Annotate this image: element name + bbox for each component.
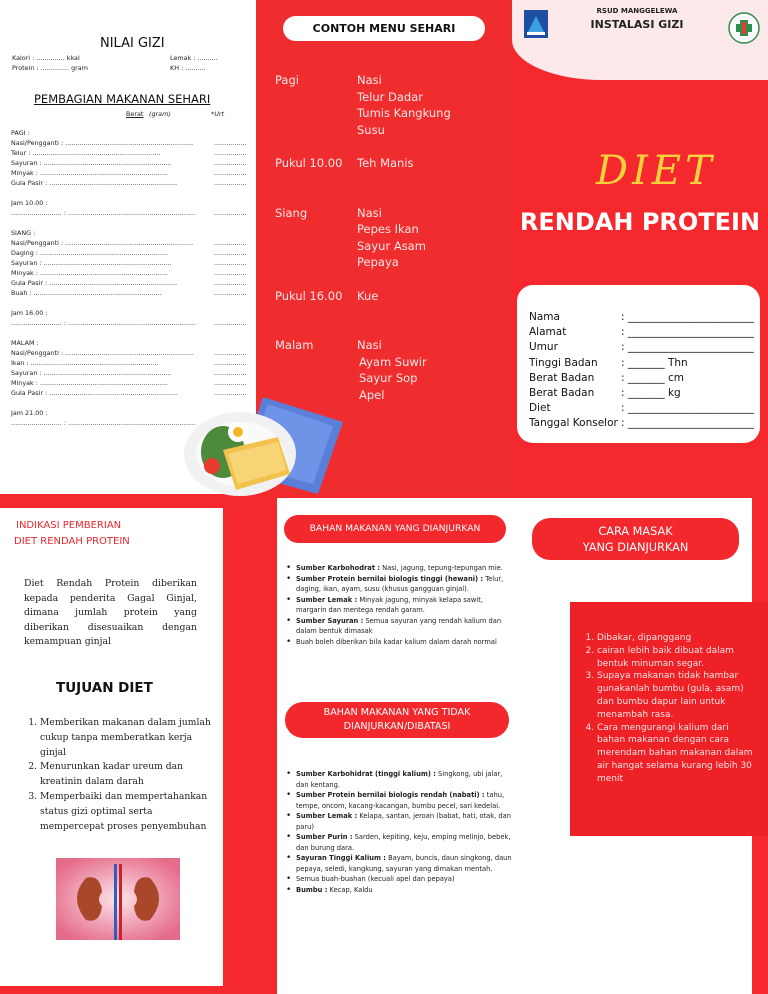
menu-item: Nasi — [357, 73, 382, 87]
pembagian-line — [11, 188, 201, 198]
pembagian-line: Nasi/Pengganti : ............................................................... — [11, 349, 194, 357]
unit-name: INSTALASI GIZI — [590, 18, 684, 31]
tidak-item-text: Semua buah-buahan (kecuali apel dan pepaya) — [296, 875, 455, 883]
patient-value: : _______ cm — [621, 371, 684, 384]
pembagian-line: PAGI : — [11, 129, 30, 137]
menu-item: Pepaya — [357, 255, 399, 269]
menu-items — [357, 337, 427, 403]
tidak-item — [286, 769, 514, 790]
tidak-item — [286, 885, 514, 896]
menu-item: Apel — [359, 387, 385, 402]
cara-item: 3. Supaya makanan tidak hambar gunakanlah bumbu (gula, asam) dan bumbu dapur lain untuk menambah rasa. — [597, 670, 759, 721]
patient-row — [529, 401, 759, 416]
menu-item: Sayur Sop — [359, 371, 418, 385]
indikasi-title-1: INDIKASI PEMBERIAN — [16, 520, 122, 531]
pembagian-line: Jam 10.00 : — [11, 199, 48, 207]
menu-row — [275, 155, 505, 172]
berat-header: Berat — [126, 110, 144, 118]
patient-label: Diet — [529, 402, 551, 415]
menu-item: Kue — [357, 288, 379, 303]
pembagian-line: Gula Pasir : ............................................................... — [11, 179, 178, 187]
urt-line: ................ — [214, 349, 247, 357]
tidak-list — [286, 769, 514, 895]
menu-items — [357, 155, 414, 172]
menu-row — [275, 337, 505, 403]
pembagian-line — [11, 298, 201, 308]
cara-title-1: CARA MASAK — [598, 525, 673, 538]
pembagian-line — [11, 328, 201, 338]
urt-line — [214, 218, 254, 228]
tidak-item-bold: Sumber Karbohidrat (tinggi kalium) : — [296, 770, 436, 778]
menu-items — [357, 72, 451, 138]
tidak-title-2: DIANJURKAN/DIBATASI — [343, 721, 451, 732]
indikasi-body: Diet Rendah Protein diberikan kepada penderita Gagal Ginjal, dimana jumlah protein yang diberikan disesuaikan dengan kemampuan ginjal — [24, 578, 197, 647]
pembagian-line: Jam 16.00 : — [11, 309, 48, 317]
pembagian-line: Telur : ............................................................... — [11, 149, 161, 157]
pembagian-line: Gula Pasir : ............................................................... — [11, 389, 178, 397]
dianjurkan-item-text: Semua sayuran yang rendah kalium dan dalam bentuk dimasak — [296, 616, 502, 635]
pembagian-line: Sayuran : ............................................................... — [11, 259, 172, 267]
urt-line: ................ — [214, 359, 247, 367]
patient-row — [529, 310, 759, 325]
contoh-menu-title: CONTOH MENU SEHARI — [283, 16, 485, 41]
urt-line: ................ — [214, 149, 247, 157]
pembagian-line: Gula Pasir : ............................................................... — [11, 279, 178, 287]
patient-value: : _______ kg — [621, 387, 681, 400]
menu-time: Pagi — [275, 73, 299, 87]
urt-header: *Urt — [211, 110, 225, 118]
menu-item: Sayur Asam — [357, 238, 426, 253]
menu-item: Susu — [357, 122, 385, 137]
patient-row — [529, 340, 759, 355]
menu-item: Telur Dadar — [357, 89, 423, 104]
cara-list — [583, 632, 759, 786]
urt-line: ................ — [214, 259, 247, 267]
dianjurkan-item — [286, 595, 514, 616]
pembagian-line: ......................... : ............................................................... — [11, 419, 196, 427]
patient-value: : ________________________ — [621, 326, 754, 339]
pembagian-line: Minyak : ............................................................... — [11, 269, 168, 277]
menu-time: Siang — [275, 205, 308, 220]
kidney-illustration — [56, 858, 180, 940]
pembagian-lines — [11, 128, 201, 428]
pembagian-line: Sayuran : ............................................................... — [11, 369, 172, 377]
tidak-title — [285, 702, 509, 738]
tidak-item-bold: Bumbu : — [296, 885, 328, 894]
urt-line: ................ — [214, 369, 247, 377]
dianjurkan-item — [286, 616, 514, 637]
pembagian-line: Jam 21.00 : — [11, 409, 48, 417]
tujuan-item: 1. Memberikan makanan dalam jumlah cukup tanpa memberatkan kerja ginjal — [40, 716, 216, 760]
tidak-item-text: Kecap, Kaldu — [327, 885, 373, 894]
menu-items — [357, 288, 378, 305]
vein — [114, 864, 117, 940]
menu-item: Tumis Kangkung — [357, 106, 451, 120]
dianjurkan-item — [286, 574, 514, 595]
tidak-title-1: BAHAN MAKANAN YANG TIDAK — [323, 707, 471, 718]
pembagian-line: Ikan : ............................................................... — [11, 359, 159, 367]
patient-row — [529, 356, 759, 371]
pembagian-title: PEMBAGIAN MAKANAN SEHARI — [34, 92, 211, 106]
pembagian-line: Nasi/Pengganti : ............................................................... — [11, 139, 194, 147]
dianjurkan-item-bold: Sumber Sayuran : — [296, 616, 364, 625]
kh-line: KH : .......... — [170, 64, 206, 72]
tidak-item — [286, 832, 514, 853]
tujuan-title: TUJUAN DIET — [56, 680, 153, 696]
dianjurkan-item — [286, 637, 514, 648]
patient-label: Nama — [529, 311, 560, 323]
patient-label: Umur — [529, 341, 558, 354]
pembagian-line: MALAM : — [11, 339, 39, 347]
urt-line — [214, 228, 254, 238]
menu-time: Malam — [275, 338, 314, 352]
urt-line — [214, 308, 254, 318]
patient-value: : ________________________ — [621, 402, 754, 415]
menu-row — [275, 288, 505, 305]
menu-time: Pukul 10.00 — [275, 156, 343, 170]
patient-value: : ________________________ — [621, 417, 754, 430]
tidak-item-bold: Sayuran Tinggi Kalium : — [296, 854, 386, 862]
urt-line — [214, 298, 254, 308]
cover-title: RENDAH PROTEIN — [519, 208, 761, 236]
pembagian-line: SIANG : — [11, 229, 36, 237]
tidak-item-text: tahu, tempe, oncom, kacang-kacangan, bumbu pecel, sari kedelai. — [296, 791, 505, 810]
urt-line — [214, 128, 254, 138]
tidak-item — [286, 853, 514, 874]
dianjurkan-list — [286, 563, 514, 647]
urt-line: ................ — [214, 239, 247, 247]
cara-title-2: YANG DIANJURKAN — [582, 541, 689, 554]
pembagian-line: Minyak : ............................................................... — [11, 379, 168, 387]
urt-line: ................ — [214, 269, 247, 277]
pembagian-line — [11, 218, 201, 228]
menu-item: Ayam Suwir — [359, 354, 427, 369]
tidak-item-text: Sarden, kepiting, keju, emping melinjo, bebek, dan burung dara. — [296, 833, 511, 852]
urt-line — [214, 188, 254, 198]
menu-time: Pukul 16.00 — [275, 288, 343, 303]
tujuan-item: 2. Menurunkan kadar ureum dan kreatinin dalam darah — [40, 760, 216, 790]
logo-base — [527, 32, 545, 35]
urt-line: ................ — [214, 169, 247, 177]
urt-line: ................ — [214, 249, 247, 257]
urt-line — [214, 328, 254, 338]
dianjurkan-item — [286, 563, 514, 574]
urt-line — [214, 198, 254, 208]
lemak-line: Lemak : .......... — [170, 54, 218, 62]
cara-item: 1. Dibakar, dipanggang — [597, 632, 759, 645]
tujuan-item: 3. Memperbaiki dan mempertahankan status gizi optimal serta mempercepat proses penyembuhan — [40, 790, 216, 834]
dianjurkan-item-text: Telur, daging, ikan, ayam, susu (khusus gangguan ginjal). — [296, 574, 504, 593]
patient-row — [529, 371, 759, 386]
patient-label: Berat Badan — [529, 387, 595, 400]
cara-item: 4. Cara mengurangi kalium dari bahan makanan dengan cara merendam bahan makanan dalam air hangat selama kurang lebih 30 menit — [597, 722, 759, 786]
pembagian-line: ......................... : ............................................................... — [11, 319, 196, 327]
menu-item: Nasi — [357, 338, 382, 352]
patient-label: Tinggi Badan — [529, 356, 598, 369]
cara-title — [532, 518, 739, 560]
pembagian-line: ......................... : ............................................................... — [11, 209, 196, 217]
artery — [119, 864, 122, 940]
nilai-gizi-title: NILAI GIZI — [100, 36, 165, 51]
menu-item: Nasi — [357, 205, 382, 220]
tidak-item-text: Bayam, buncis, daun singkong, daun pepaya, seledi, kangkung, sayuran yang dimakan mentah. — [296, 854, 512, 873]
menu-row — [275, 205, 505, 271]
dianjurkan-item-text: Minyak jagung, minyak kelapa sawit, margarin dan mentega rendah garam. — [296, 595, 483, 614]
urt-line: ................ — [214, 379, 247, 387]
urt-line: ................ — [214, 289, 247, 297]
patient-fields — [529, 310, 759, 432]
dianjurkan-item-text: Buah boleh diberikan bila kadar kalium dalam darah normal — [296, 637, 497, 646]
urt-line — [214, 338, 254, 348]
patient-row — [529, 386, 759, 401]
tidak-item — [286, 874, 514, 885]
menu-row — [275, 72, 505, 138]
indikasi-title-2: DIET RENDAH PROTEIN — [14, 536, 130, 547]
tidak-item-text: Singkong, ubi jalar, dan kentang. — [296, 770, 503, 789]
menu-item: Teh Manis — [357, 156, 414, 170]
cross-inner — [742, 22, 746, 34]
pembagian-line: Daging : ............................................................... — [11, 249, 168, 257]
urt-line: ................ — [214, 389, 247, 397]
patient-row — [529, 416, 759, 431]
patient-value: : ________________________ — [621, 311, 754, 323]
urt-line: ................ — [214, 209, 247, 217]
tidak-item — [286, 790, 514, 811]
urt-line: ................ — [214, 179, 247, 187]
urt-line: ................ — [214, 139, 247, 147]
dianjurkan-title: BAHAN MAKANAN YANG DIANJURKAN — [284, 515, 506, 543]
gizi-logo-icon — [728, 12, 760, 44]
tidak-item-bold: Sumber Lemak : — [296, 812, 358, 820]
dianjurkan-item-bold: Sumber Protein bernilai biologis tinggi (hewani) : — [296, 574, 484, 583]
menu-item: Pepes Ikan — [357, 222, 419, 236]
tujuan-list — [26, 716, 216, 834]
protein-line: Protein : .............. gram — [12, 64, 88, 72]
tidak-item — [286, 811, 514, 832]
patient-value: : _______ Thn — [621, 356, 688, 369]
cara-item: 2. cairan lebih baik dibuat dalam bentuk minuman segar. — [597, 645, 759, 671]
kidney-bg — [56, 858, 180, 940]
tomato-shape — [204, 458, 220, 474]
patient-value: : ________________________ — [621, 341, 754, 354]
hospital-name: RSUD MANGGELEWA — [596, 7, 678, 15]
tidak-item-bold: Sumber Protein bernilai biologis rendah (nabati) : — [296, 791, 485, 799]
tidak-item-bold: Sumber Purin : — [296, 833, 353, 841]
gram-header: (gram) — [149, 110, 171, 118]
dianjurkan-item-bold: Sumber Karbohodrat : — [296, 564, 381, 572]
patient-label: Tanggal Konselor — [529, 417, 618, 430]
urt-line: ................ — [214, 319, 247, 327]
dianjurkan-item-bold: Sumber Lemak : — [296, 595, 358, 604]
pembagian-line: Nasi/Pengganti : ............................................................... — [11, 239, 194, 247]
pembagian-line: Sayuran : ............................................................... — [11, 159, 172, 167]
urt-lines — [214, 128, 254, 428]
patient-label: Alamat — [529, 326, 567, 339]
menu-items — [357, 205, 426, 271]
dianjurkan-item-text: Nasi, jagung, tepung-tepungan mie. — [380, 564, 503, 572]
patient-label: Berat Badan — [529, 371, 595, 384]
urt-line: ................ — [214, 159, 247, 167]
patient-row — [529, 325, 759, 340]
tidak-item-text: Kelapa, santan, jeroan (babat, hati, otak, dan paru) — [296, 812, 511, 831]
kalori-line: Kalori : .............. kkal — [12, 54, 80, 62]
diet-script-title: DIET — [596, 148, 716, 194]
pembagian-line: Buah : ............................................................... — [11, 289, 162, 297]
pembagian-line: Minyak : ............................................................... — [11, 169, 168, 177]
egg-yolk-shape — [233, 427, 243, 437]
menu-rows — [275, 72, 505, 420]
urt-line: ................ — [214, 279, 247, 287]
